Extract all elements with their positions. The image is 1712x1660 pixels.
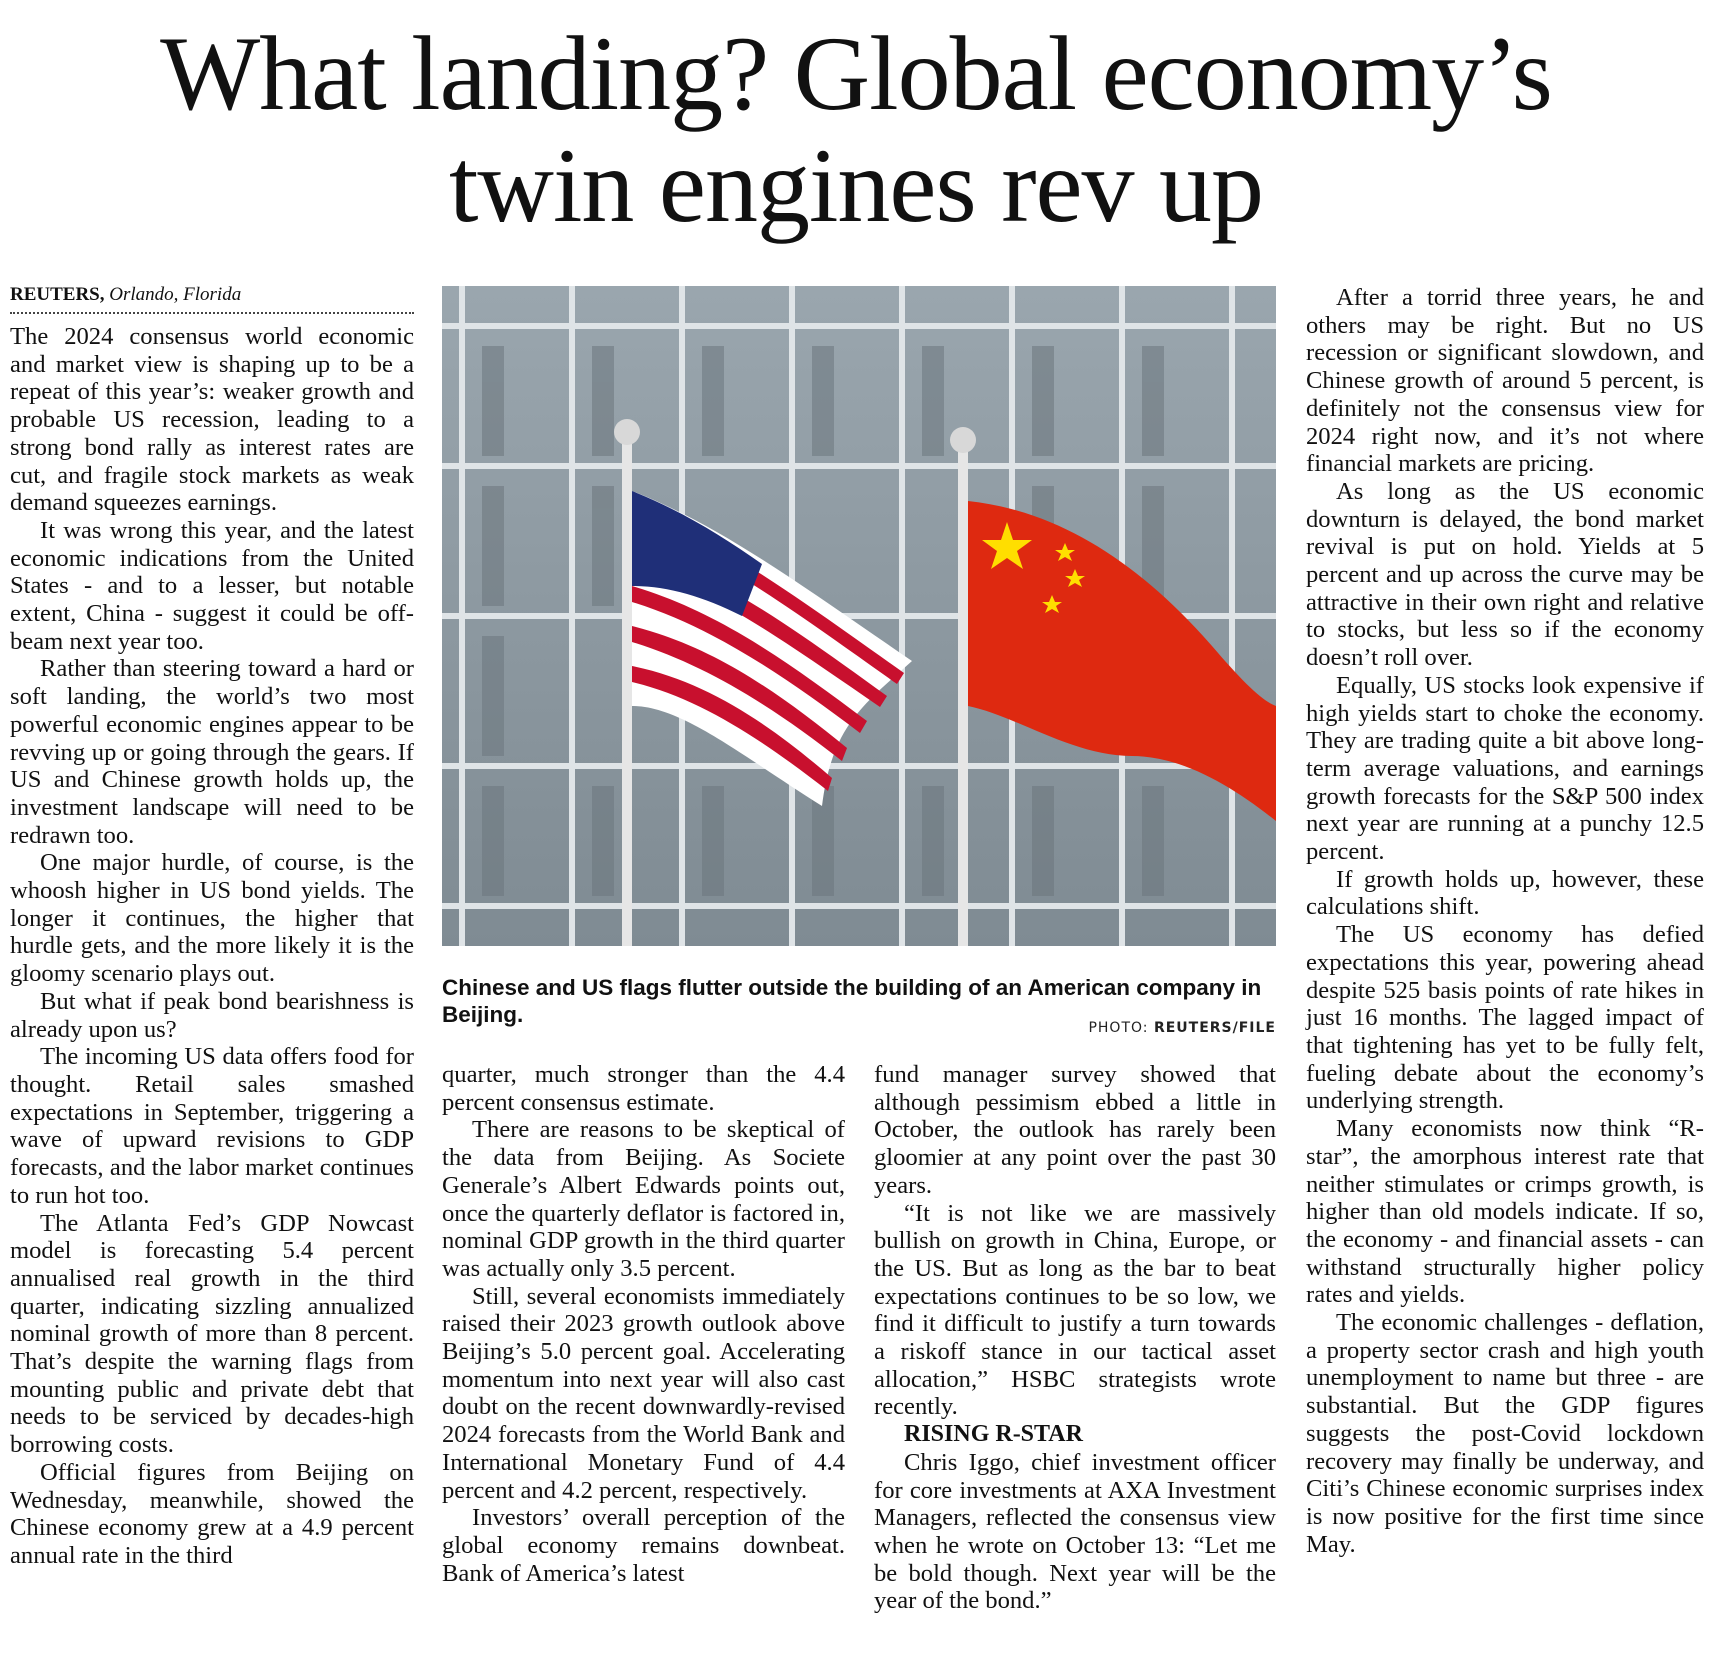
article-column-1 [10, 284, 414, 1570]
dotted-divider [10, 312, 414, 314]
paragraph: fund manager survey showed that although pessimism ebbed a little in October, the outlook has rarely been gloomier at any point over the past 30 years. [874, 1061, 1276, 1199]
paragraph: The economic challenges - deflation, a property sector crash and high youth unemployment to name but three - are substantial. But the GDP figures suggests the post-Covid lockdown recovery may finally be underway, and Citi’s Chinese economic surprises index is now positive for the first time since May. [1306, 1309, 1704, 1558]
flags-illustration [442, 286, 1276, 946]
paragraph: Chris Iggo, chief investment officer for core investments at AXA Investment Managers, reflected the consensus view when he wrote on October 13: “Let me be bold though. Next year will be the year of the bond.” [874, 1448, 1276, 1615]
paragraph: Official figures from Beijing on Wednesday, meanwhile, showed the Chinese economy grew at a 4.9 percent annual rate in the third [10, 1458, 414, 1569]
paragraph: But what if peak bond bearishness is already upon us? [10, 987, 414, 1043]
paragraph: The incoming US data offers food for thought. Retail sales smashed expectations in September, triggering a wave of upward revisions to GDP forecasts, and the labor market continues to run hot too. [10, 1043, 414, 1209]
paragraph: There are reasons to be skeptical of the data from Beijing. As Societe Generale’s Albert Edwards points out, once the quarterly deflator is factored in, nominal GDP growth in the third quarter was actually only 3.5 percent. [442, 1116, 845, 1282]
photo-caption: Chinese and US flags flutter outside the building of an American company in Beijing. [442, 975, 1262, 1027]
headline [0, 15, 1712, 244]
paragraph: The US economy has defied expectations this year, powering ahead despite 525 basis points of rate hikes in just 16 months. The lagged impact of that tightening has yet to be fully felt, fueling debate about the economy’s underlying strength. [1306, 921, 1704, 1115]
byline [10, 284, 414, 306]
photo-credit-label: PHOTO: [1088, 1020, 1149, 1036]
paragraph: Equally, US stocks look expensive if high yields start to choke the economy. They are trading quite a bit above long-term average valuations, and earnings growth forecasts for the S&P 500 index next year are running at a punchy 12.5 percent. [1306, 671, 1704, 866]
photo-credit [442, 1020, 1276, 1036]
paragraph: Still, several economists immediately raised their 2023 growth outlook above Beijing’s 5.0 percent goal. Accelerating momentum into next year will also cast doubt on the recent downwardly-revised 2024 forecasts from the World Bank and International Monetary Fund of 4.4 percent and 4.2 percent, respectively. [442, 1282, 845, 1504]
subheading: RISING R-STAR [904, 1421, 1083, 1448]
paragraph: One major hurdle, of course, is the whoosh higher in US bond yields. The longer it continues, the higher that hurdle gets, and the more likely it is the gloomy scenario plays out. [10, 849, 414, 988]
paragraph: Many economists now think “R-star”, the amorphous interest rate that neither stimulates or crimps growth, is higher than old models indicate. If so, the economy - and financial assets - can withstand structurally higher policy rates and yields. [1306, 1115, 1704, 1309]
paragraph: The Atlanta Fed’s GDP Nowcast model is forecasting 5.4 percent annualised real growth in the third quarter, indicating sizzling annualized nominal growth of more than 8 percent. That’s despite the warning flags from mounting public and private debt that needs to be serviced by decades-high borrowing costs. [10, 1209, 414, 1459]
paragraph: Investors’ overall perception of the global economy remains downbeat. Bank of America’s latest [442, 1504, 845, 1587]
article-column-4 [1306, 284, 1704, 1558]
news-photo [442, 286, 1276, 946]
paragraph: Rather than steering toward a hard or soft landing, the world’s two most powerful economic engines appear to be revving up or going through the gears. If US and Chinese growth holds up, the investment landscape will need to be redrawn too. [10, 655, 414, 849]
paragraph: quarter, much stronger than the 4.4 percent consensus estimate. [442, 1061, 845, 1116]
headline-line-1: What landing? Global economy’s [160, 15, 1552, 132]
photo-credit-source: REUTERS/FILE [1153, 1020, 1276, 1036]
article-column-2 [442, 1061, 845, 1587]
paragraph: After a torrid three years, he and others may be right. But no US recession or significant slowdown, and Chinese growth of around 5 percent, is definitely not the consensus view for 2024 right now, and it’s not where financial markets are pricing. [1306, 284, 1704, 478]
byline-agency: REUTERS, [10, 284, 105, 305]
paragraph: The 2024 consensus world economic and market view is shaping up to be a repeat of this year’s: weaker growth and probable US recession, leading to a strong bond rally as interest rates are cut, and fragile stock markets as weak demand squeezes earnings. [10, 323, 414, 517]
paragraph: If growth holds up, however, these calculations shift. [1306, 865, 1704, 921]
paragraph: It was wrong this year, and the latest economic indications from the United States - and to a lesser, but notable extent, China - suggest it could be off-beam next year too. [10, 516, 414, 655]
byline-place: Orlando, Florida [109, 284, 242, 305]
paragraph: As long as the US economic downturn is delayed, the bond market revival is put on hold. Yields at 5 percent and up across the curve may be attractive in their own right and relative to stocks, but less so if the economy doesn’t roll over. [1306, 477, 1704, 672]
paragraph: “It is not like we are massively bullish on growth in China, Europe, or the US. But as long as the bar to beat expectations continues to be so low, we find it difficult to justify a turn towards a riskoff stance in our tactical asset allocation,” HSBC strategists wrote recently. [874, 1199, 1276, 1421]
headline-line-2: twin engines rev up [448, 127, 1264, 244]
article-column-3 [874, 1061, 1276, 1615]
